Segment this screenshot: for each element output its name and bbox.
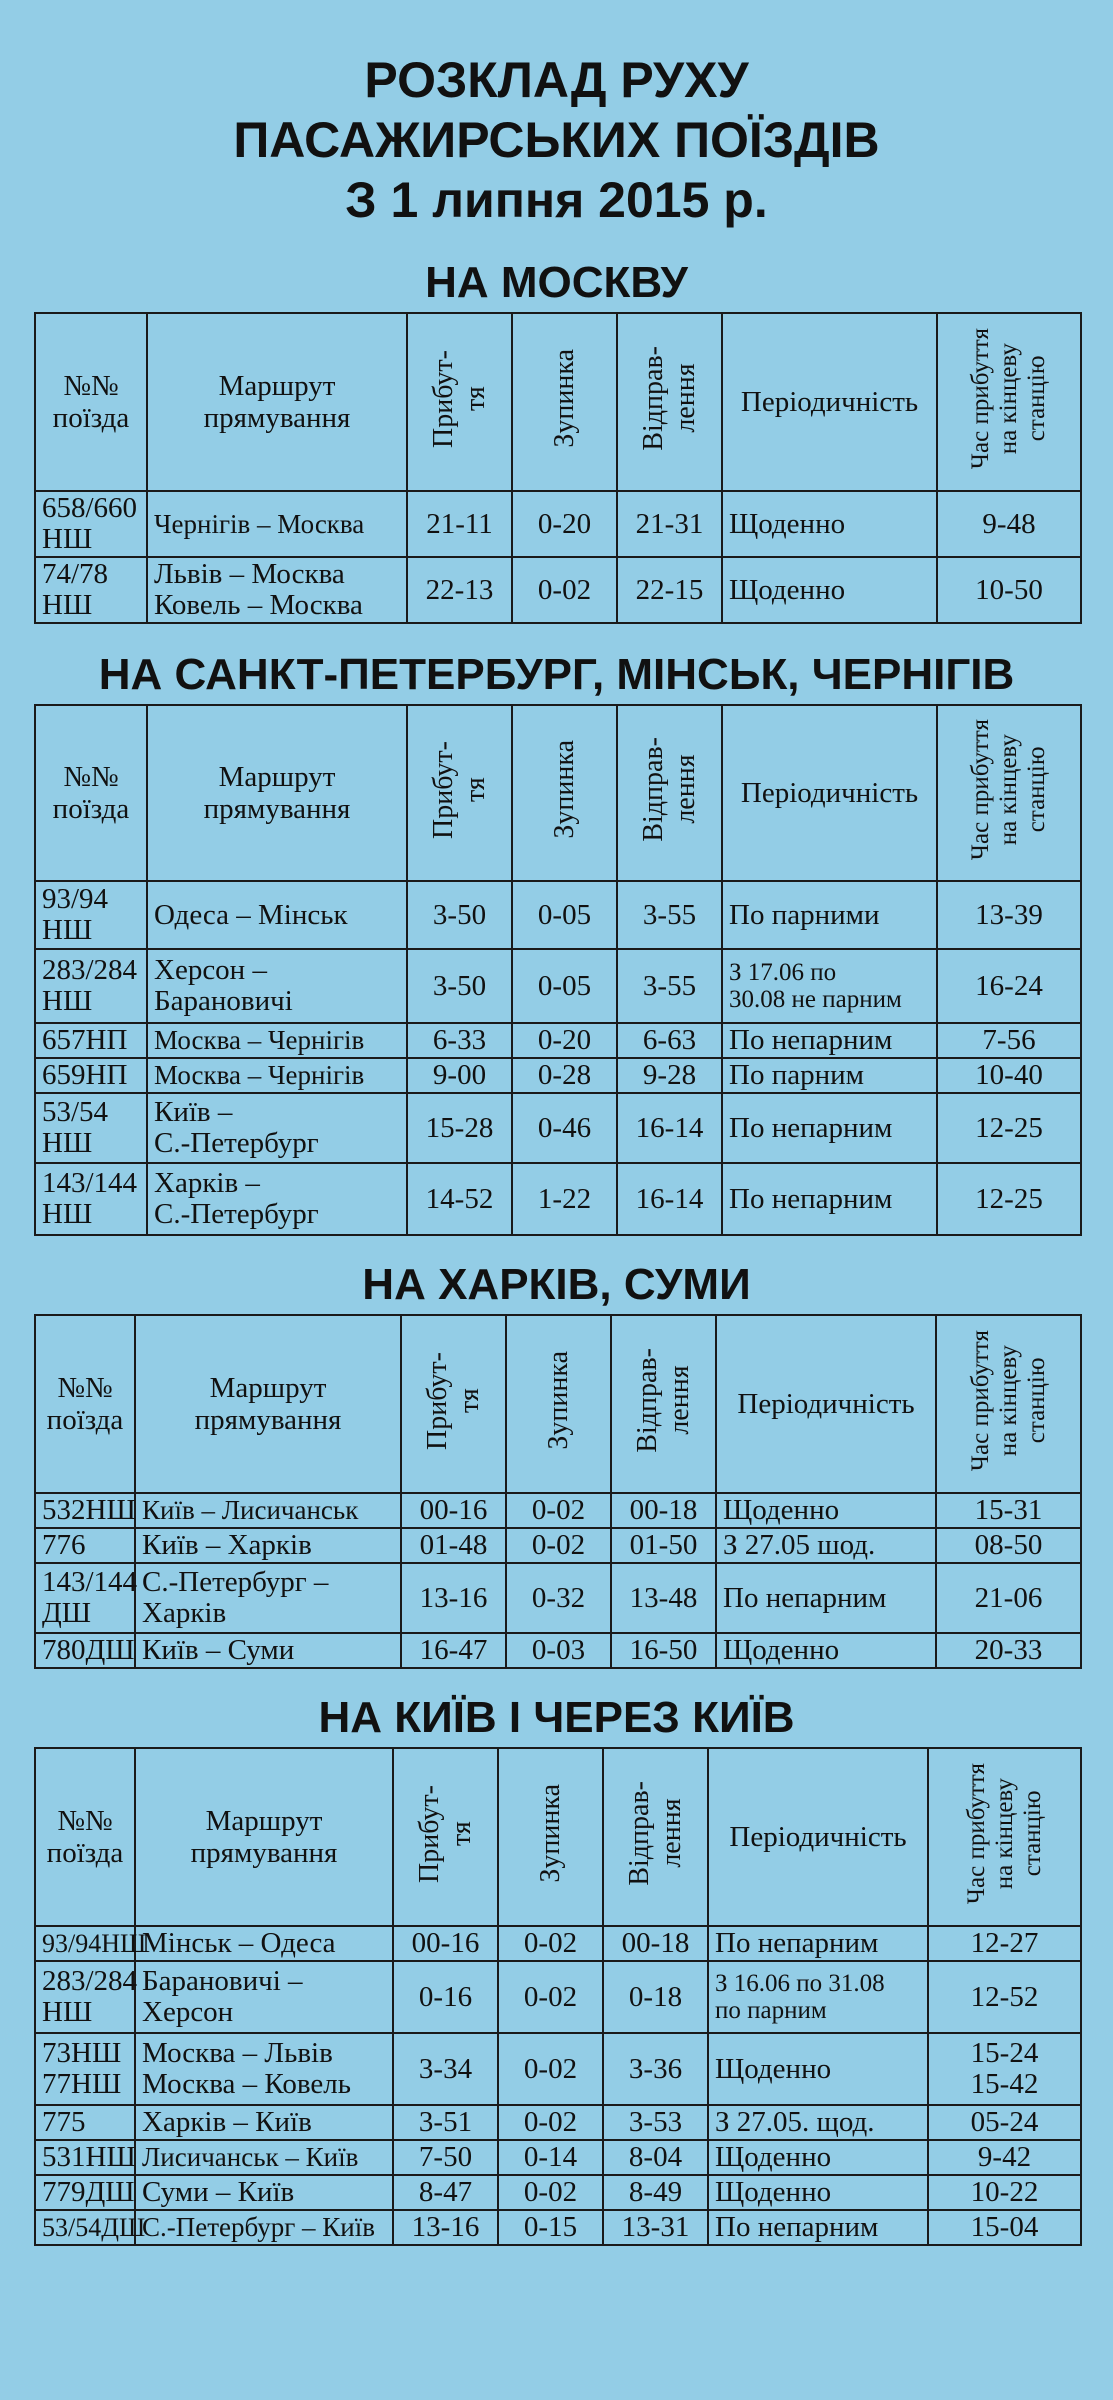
column-header-num xyxy=(35,705,147,881)
cell-arr: 3-51 xyxy=(393,2105,498,2140)
column-header-label: Зупинка xyxy=(542,1351,574,1450)
column-header-label: №№ поїзда xyxy=(46,1372,124,1436)
cell-dep: 8-04 xyxy=(603,2140,708,2175)
cell-route: Чернігів – Москва xyxy=(147,491,407,557)
cell-dep: 9-28 xyxy=(617,1058,722,1093)
cell-period: Щоденно xyxy=(716,1633,936,1668)
cell-num: 283/284 НШ xyxy=(35,1961,135,2033)
column-header-label: Прибут- тя xyxy=(427,349,491,448)
table-header-row xyxy=(35,1748,1081,1926)
cell-dep: 3-36 xyxy=(603,2033,708,2105)
table-row xyxy=(35,2033,1081,2105)
cell-num: 779ДШ xyxy=(35,2175,135,2210)
column-header-final xyxy=(937,313,1081,491)
column-header-route xyxy=(147,313,407,491)
cell-stop: 0-02 xyxy=(498,2033,603,2105)
table-row xyxy=(35,1093,1081,1163)
column-header-label: Прибут- тя xyxy=(421,1351,485,1450)
column-header-dep xyxy=(617,313,722,491)
table-row xyxy=(35,1633,1081,1668)
cell-dep: 01-50 xyxy=(611,1528,716,1563)
table-header-row xyxy=(35,1315,1081,1493)
cell-num: 143/144 ДШ xyxy=(35,1563,135,1633)
table-row xyxy=(35,1926,1081,1961)
cell-stop: 0-20 xyxy=(512,491,617,557)
cell-num: 775 xyxy=(35,2105,135,2140)
column-header-dep xyxy=(611,1315,716,1493)
cell-route: Барановичі – Херсон xyxy=(135,1961,393,2033)
cell-stop: 0-15 xyxy=(498,2210,603,2245)
cell-stop: 0-02 xyxy=(498,2105,603,2140)
cell-num: 658/660 НШ xyxy=(35,491,147,557)
column-header-label: Прибут- тя xyxy=(427,740,491,839)
table-row xyxy=(35,2210,1081,2245)
cell-final: 7-56 xyxy=(937,1023,1081,1058)
cell-final: 10-22 xyxy=(928,2175,1081,2210)
column-header-num xyxy=(35,1748,135,1926)
cell-dep: 21-31 xyxy=(617,491,722,557)
cell-final: 13-39 xyxy=(937,881,1081,949)
column-header-label: №№ поїзда xyxy=(46,1805,124,1869)
cell-num: 531НШ xyxy=(35,2140,135,2175)
cell-arr: 3-50 xyxy=(407,949,512,1023)
cell-final: 15-04 xyxy=(928,2210,1081,2245)
table-row xyxy=(35,1023,1081,1058)
cell-num: 74/78 НШ xyxy=(35,557,147,623)
column-header-stop xyxy=(512,313,617,491)
schedule-table xyxy=(34,1314,1082,1669)
cell-route: Київ – Харків xyxy=(135,1528,401,1563)
cell-dep: 00-18 xyxy=(603,1926,708,1961)
cell-num: 93/94 НШ xyxy=(35,881,147,949)
cell-stop: 0-05 xyxy=(512,881,617,949)
cell-dep: 3-55 xyxy=(617,881,722,949)
cell-num: 53/54 НШ xyxy=(35,1093,147,1163)
column-header-arr xyxy=(407,313,512,491)
cell-dep: 16-50 xyxy=(611,1633,716,1668)
column-header-period xyxy=(716,1315,936,1493)
cell-num: 53/54ДШ xyxy=(35,2210,135,2245)
cell-period: Щоденно xyxy=(708,2140,928,2175)
column-header-label: Час прибуття на кінцеву станцію xyxy=(967,327,1050,470)
cell-arr: 21-11 xyxy=(407,491,512,557)
column-header-label: Час прибуття на кінцеву станцію xyxy=(967,718,1050,861)
column-header-label: Зупинка xyxy=(548,740,580,839)
column-header-label: Періодичність xyxy=(740,386,919,418)
cell-num: 73НШ 77НШ xyxy=(35,2033,135,2105)
cell-dep: 22-15 xyxy=(617,557,722,623)
document-header xyxy=(0,0,1113,230)
cell-route: Херсон – Барановичі xyxy=(147,949,407,1023)
cell-period: З 27.05 шод. xyxy=(716,1528,936,1563)
cell-final: 10-50 xyxy=(937,557,1081,623)
table-row xyxy=(35,1163,1081,1235)
cell-num: 657НП xyxy=(35,1023,147,1058)
cell-final: 9-42 xyxy=(928,2140,1081,2175)
table-row xyxy=(35,1563,1081,1633)
cell-arr: 8-47 xyxy=(393,2175,498,2210)
cell-dep: 3-53 xyxy=(603,2105,708,2140)
cell-final: 15-24 15-42 xyxy=(928,2033,1081,2105)
cell-period: По непарним xyxy=(716,1563,936,1633)
column-header-final xyxy=(936,1315,1081,1493)
column-header-dep xyxy=(603,1748,708,1926)
cell-arr: 6-33 xyxy=(407,1023,512,1058)
cell-stop: 0-28 xyxy=(512,1058,617,1093)
cell-num: 532НШ xyxy=(35,1493,135,1528)
cell-period: Щоденно xyxy=(708,2175,928,2210)
cell-final: 10-40 xyxy=(937,1058,1081,1093)
cell-num: 659НП xyxy=(35,1058,147,1093)
cell-num: 780ДШ xyxy=(35,1633,135,1668)
column-header-label: Маршрут прямування xyxy=(194,1372,342,1436)
cell-final: 21-06 xyxy=(936,1563,1081,1633)
cell-period: З 16.06 по 31.08 по парним xyxy=(708,1961,928,2033)
column-header-route xyxy=(135,1315,401,1493)
cell-arr: 16-47 xyxy=(401,1633,506,1668)
cell-arr: 14-52 xyxy=(407,1163,512,1235)
schedule-sections xyxy=(0,258,1113,2246)
column-header-period xyxy=(722,705,937,881)
column-header-period xyxy=(722,313,937,491)
cell-period: Щоденно xyxy=(722,557,937,623)
cell-arr: 01-48 xyxy=(401,1528,506,1563)
cell-period: По непарним xyxy=(708,2210,928,2245)
cell-route: Одеса – Мінськ xyxy=(147,881,407,949)
table-row xyxy=(35,1961,1081,2033)
column-header-num xyxy=(35,1315,135,1493)
cell-arr: 13-16 xyxy=(393,2210,498,2245)
table-header-row xyxy=(35,705,1081,881)
column-header-label: Зупинка xyxy=(534,1784,566,1883)
section-title: НА КИЇВ І ЧЕРЕЗ КИЇВ xyxy=(318,1693,795,1742)
cell-period: З 17.06 по 30.08 не парним xyxy=(722,949,937,1023)
cell-route: Лисичанськ – Київ xyxy=(135,2140,393,2175)
cell-arr: 15-28 xyxy=(407,1093,512,1163)
cell-arr: 9-00 xyxy=(407,1058,512,1093)
cell-dep: 8-49 xyxy=(603,2175,708,2210)
cell-stop: 0-46 xyxy=(512,1093,617,1163)
table-row xyxy=(35,2105,1081,2140)
cell-stop: 0-14 xyxy=(498,2140,603,2175)
cell-period: Щоденно xyxy=(708,2033,928,2105)
column-header-arr xyxy=(401,1315,506,1493)
column-header-label: Відправ- лення xyxy=(631,1348,695,1453)
column-header-period xyxy=(708,1748,928,1926)
cell-stop: 0-05 xyxy=(512,949,617,1023)
column-header-num xyxy=(35,313,147,491)
section-title: НА МОСКВУ xyxy=(425,258,688,307)
cell-dep: 13-31 xyxy=(603,2210,708,2245)
cell-route: Київ – Суми xyxy=(135,1633,401,1668)
cell-final: 12-25 xyxy=(937,1093,1081,1163)
cell-final: 20-33 xyxy=(936,1633,1081,1668)
column-header-label: №№ поїзда xyxy=(52,761,130,825)
schedule-table xyxy=(34,312,1082,624)
cell-stop: 0-02 xyxy=(506,1528,611,1563)
cell-num: 776 xyxy=(35,1528,135,1563)
cell-route: Москва – Чернігів xyxy=(147,1058,407,1093)
cell-stop: 0-02 xyxy=(506,1493,611,1528)
column-header-label: Прибут- тя xyxy=(413,1784,477,1883)
column-header-stop xyxy=(512,705,617,881)
cell-period: Щоденно xyxy=(716,1493,936,1528)
cell-stop: 0-02 xyxy=(498,1961,603,2033)
cell-final: 9-48 xyxy=(937,491,1081,557)
cell-route: Суми – Київ xyxy=(135,2175,393,2210)
cell-route: С.-Петербург – Київ xyxy=(135,2210,393,2245)
column-header-stop xyxy=(506,1315,611,1493)
schedule-table xyxy=(34,1747,1082,2246)
column-header-route xyxy=(135,1748,393,1926)
table-row xyxy=(35,1528,1081,1563)
cell-arr: 0-16 xyxy=(393,1961,498,2033)
cell-arr: 00-16 xyxy=(401,1493,506,1528)
table-row xyxy=(35,1058,1081,1093)
table-row xyxy=(35,1493,1081,1528)
cell-final: 08-50 xyxy=(936,1528,1081,1563)
column-header-label: Періодичність xyxy=(740,777,919,809)
cell-stop: 0-02 xyxy=(512,557,617,623)
cell-final: 15-31 xyxy=(936,1493,1081,1528)
column-header-final xyxy=(937,705,1081,881)
cell-period: По парним xyxy=(722,1058,937,1093)
table-row xyxy=(35,881,1081,949)
cell-arr: 13-16 xyxy=(401,1563,506,1633)
cell-arr: 7-50 xyxy=(393,2140,498,2175)
table-header-row xyxy=(35,313,1081,491)
column-header-label: №№ поїзда xyxy=(52,370,130,434)
section-title: НА САНКТ-ПЕТЕРБУРГ, МІНСЬК, ЧЕРНІГІВ xyxy=(98,650,1015,699)
cell-final: 12-25 xyxy=(937,1163,1081,1235)
cell-arr: 22-13 xyxy=(407,557,512,623)
schedule-table xyxy=(34,704,1082,1236)
cell-dep: 16-14 xyxy=(617,1093,722,1163)
column-header-label: Відправ- лення xyxy=(637,346,701,451)
cell-arr: 00-16 xyxy=(393,1926,498,1961)
table-row xyxy=(35,2140,1081,2175)
cell-num: 143/144 НШ xyxy=(35,1163,147,1235)
cell-stop: 0-03 xyxy=(506,1633,611,1668)
cell-route: Київ – С.-Петербург xyxy=(147,1093,407,1163)
cell-final: 12-52 xyxy=(928,1961,1081,2033)
column-header-route xyxy=(147,705,407,881)
table-row xyxy=(35,949,1081,1023)
column-header-arr xyxy=(393,1748,498,1926)
cell-route: Київ – Лисичанськ xyxy=(135,1493,401,1528)
cell-dep: 6-63 xyxy=(617,1023,722,1058)
cell-period: По непарним xyxy=(722,1093,937,1163)
cell-route: С.-Петербург – Харків xyxy=(135,1563,401,1633)
column-header-label: Відправ- лення xyxy=(623,1781,687,1886)
column-header-label: Періодичність xyxy=(729,1821,907,1853)
cell-final: 12-27 xyxy=(928,1926,1081,1961)
column-header-dep xyxy=(617,705,722,881)
cell-final: 16-24 xyxy=(937,949,1081,1023)
column-header-label: Періодичність xyxy=(737,1388,915,1420)
cell-period: По непарним xyxy=(708,1926,928,1961)
column-header-stop xyxy=(498,1748,603,1926)
cell-arr: 3-34 xyxy=(393,2033,498,2105)
cell-stop: 0-02 xyxy=(498,2175,603,2210)
cell-stop: 0-20 xyxy=(512,1023,617,1058)
cell-final: 05-24 xyxy=(928,2105,1081,2140)
cell-period: З 27.05. щод. xyxy=(708,2105,928,2140)
cell-num: 283/284 НШ xyxy=(35,949,147,1023)
section-title: НА ХАРКІВ, СУМИ xyxy=(362,1260,751,1309)
column-header-label: Час прибуття на кінцеву станцію xyxy=(962,1762,1046,1905)
cell-period: По непарним xyxy=(722,1023,937,1058)
column-header-label: Маршрут прямування xyxy=(190,1805,338,1869)
cell-stop: 0-32 xyxy=(506,1563,611,1633)
cell-route: Харків – С.-Петербург xyxy=(147,1163,407,1235)
cell-route: Москва – Чернігів xyxy=(147,1023,407,1058)
cell-period: Щоденно xyxy=(722,491,937,557)
cell-dep: 3-55 xyxy=(617,949,722,1023)
document-title-line1: РОЗКЛАД РУХУ xyxy=(364,52,749,108)
cell-route: Харків – Київ xyxy=(135,2105,393,2140)
column-header-label: Час прибуття на кінцеву станцію xyxy=(966,1329,1050,1472)
document-title-line3: З 1 липня 2015 р. xyxy=(345,172,768,228)
cell-route: Львів – Москва Ковель – Москва xyxy=(147,557,407,623)
cell-arr: 3-50 xyxy=(407,881,512,949)
cell-dep: 00-18 xyxy=(611,1493,716,1528)
cell-stop: 0-02 xyxy=(498,1926,603,1961)
cell-period: По парними xyxy=(722,881,937,949)
table-row xyxy=(35,2175,1081,2210)
column-header-label: Зупинка xyxy=(548,349,580,448)
cell-dep: 16-14 xyxy=(617,1163,722,1235)
cell-route: Москва – Львів Москва – Ковель xyxy=(135,2033,393,2105)
cell-stop: 1-22 xyxy=(512,1163,617,1235)
cell-dep: 0-18 xyxy=(603,1961,708,2033)
cell-route: Мінськ – Одеса xyxy=(135,1926,393,1961)
column-header-label: Маршрут прямування xyxy=(203,370,351,434)
column-header-label: Відправ- лення xyxy=(637,737,701,842)
table-row xyxy=(35,491,1081,557)
document-title-line2: ПАСАЖИРСЬКИХ ПОЇЗДІВ xyxy=(233,112,880,168)
column-header-arr xyxy=(407,705,512,881)
cell-num: 93/94НШ xyxy=(35,1926,135,1961)
column-header-final xyxy=(928,1748,1081,1926)
cell-period: По непарним xyxy=(722,1163,937,1235)
column-header-label: Маршрут прямування xyxy=(203,761,351,825)
table-row xyxy=(35,557,1081,623)
cell-dep: 13-48 xyxy=(611,1563,716,1633)
